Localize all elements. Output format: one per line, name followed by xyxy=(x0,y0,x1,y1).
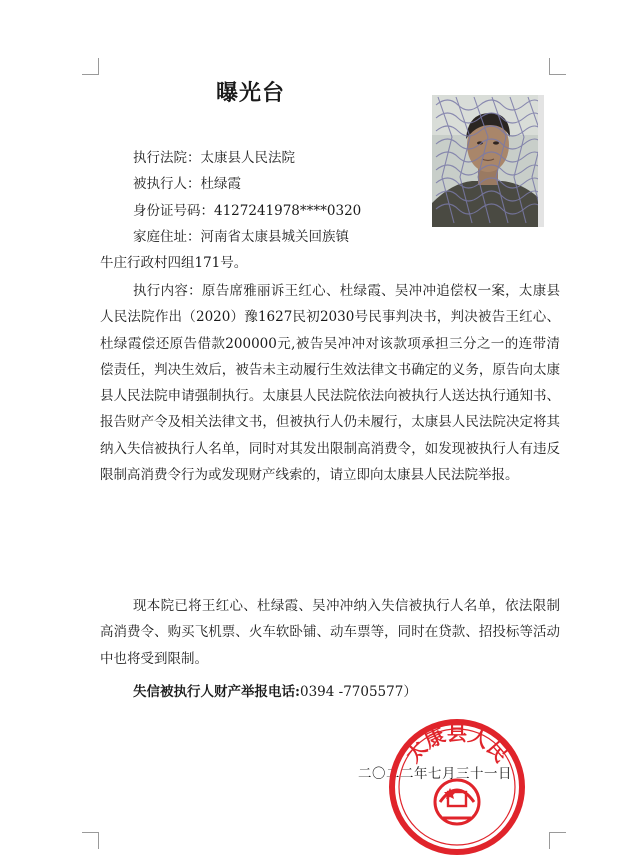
address-line-1: 家庭住址：河南省太康县城关回族镇 xyxy=(133,229,349,245)
crop-mark-top-left xyxy=(82,58,99,75)
seal-emblem-icon xyxy=(435,780,479,824)
court-seal xyxy=(388,718,526,856)
notice-paragraph: 现本院已将王红心、杜绿霞、吴冲冲纳入失信被执行人名单，依法限制高消费令、购买飞机票、火车软卧铺、动车票等，同时在贷款、招投标等活动中也将受到限制。 xyxy=(100,598,560,667)
crop-mark-bottom-right xyxy=(549,832,566,849)
crop-mark-top-right xyxy=(549,58,566,75)
execution-content-paragraph: 执行内容：原告席雅丽诉王红心、杜绿霞、吴冲冲追偿权一案，太康县人民法院作出（2020）豫1627民初2030号民事判决书，判决被告王红心、杜绿霞偿还原告借款200000元,被告吴冲冲对该款项承担三分之一的连带清偿责任，判决生效后，被告未主动履行生效法律文书确定的义务，原告向太康县人民法院申请强制执行。太康县人民法院依法向被执行人送达执行通知书、报告财产令及相关法律文书，但被执行人仍未履行，太康县人民法院决定将其纳入失信被执行人名单，同时对其发出限制高消费令，如发现被执行人有违反限制高消费令行为或发现财产线索的，请立即向太康县人民法院举报。 xyxy=(100,283,560,484)
hotline-label: 失信被执行人财产举报电话: xyxy=(133,684,300,700)
seal-text: 太康县人民 xyxy=(400,721,514,767)
page-title: 曝光台 xyxy=(216,81,286,106)
hotline-number: 0394 -7705577） xyxy=(299,684,417,700)
crop-mark-bottom-left xyxy=(82,832,99,849)
person-photo-image xyxy=(432,95,542,227)
person-line: 被执行人：杜绿霞 xyxy=(133,176,241,192)
address-line-2: 牛庄行政村四组171号。 xyxy=(100,255,248,271)
hotline-line xyxy=(133,680,417,700)
photo-edge xyxy=(538,95,544,227)
id-number-line: 身份证号码：4127241978****0320 xyxy=(133,203,362,219)
court-line: 执行法院：太康县人民法院 xyxy=(133,150,295,166)
person-photo xyxy=(432,95,542,227)
issue-date: 二〇二二年七月三十一日 xyxy=(358,766,512,782)
